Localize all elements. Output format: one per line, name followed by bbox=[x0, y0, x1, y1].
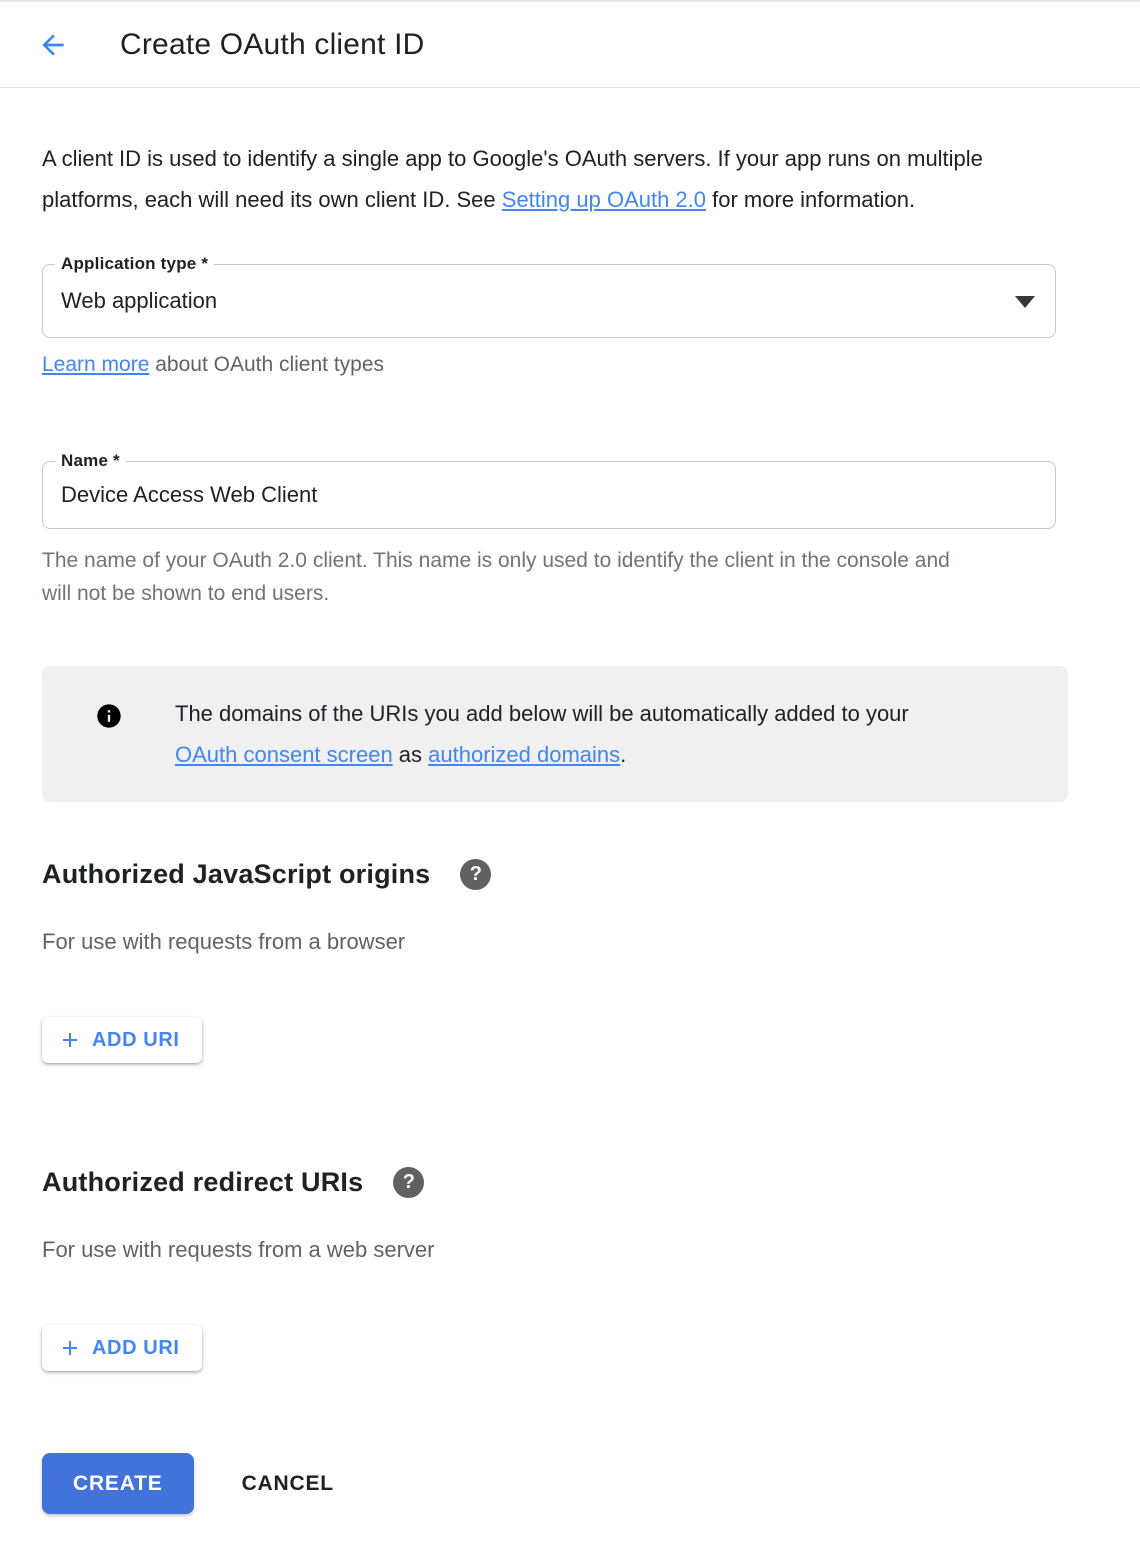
intro-paragraph bbox=[42, 138, 1057, 220]
intro-text-1: A client ID is used to identify a single app to Google's OAuth servers. If your app runs on multiple platforms, each will need its own client ID. See bbox=[42, 146, 983, 212]
redirects-add-uri-label: ADD URI bbox=[92, 1336, 180, 1359]
setting-up-oauth-link[interactable]: Setting up OAuth 2.0 bbox=[501, 187, 707, 212]
redirects-section bbox=[42, 1167, 1098, 1371]
plus-icon bbox=[58, 1336, 82, 1360]
name-value: Device Access Web Client bbox=[61, 482, 318, 507]
oauth-consent-screen-link[interactable]: OAuth consent screen bbox=[175, 742, 393, 767]
application-type-help-line bbox=[42, 353, 1098, 377]
redirects-help-icon[interactable]: ? bbox=[393, 1167, 424, 1198]
arrow-back-icon bbox=[37, 29, 69, 61]
redirects-heading-row bbox=[42, 1167, 1098, 1198]
application-type-label: Application type * bbox=[55, 253, 214, 275]
origins-add-uri-button[interactable] bbox=[42, 1017, 202, 1063]
banner-text-2: as bbox=[392, 742, 429, 767]
origins-description: For use with requests from a browser bbox=[42, 929, 406, 954]
origins-heading-row bbox=[42, 859, 1098, 890]
banner-text-1: The domains of the URIs you add below will be automatically added to your bbox=[175, 701, 909, 726]
redirects-add-uri-button[interactable] bbox=[42, 1325, 202, 1371]
name-input[interactable] bbox=[42, 451, 1056, 529]
origins-add-uri-label: ADD URI bbox=[92, 1028, 180, 1051]
back-button[interactable] bbox=[36, 28, 70, 62]
cancel-button[interactable]: CANCEL bbox=[241, 1471, 334, 1495]
info-icon bbox=[42, 693, 175, 775]
learn-more-link[interactable]: Learn more bbox=[42, 353, 150, 376]
name-helper-text: The name of your OAuth 2.0 client. This name is only used to identify the client in the console and will not be shown to end users. bbox=[42, 549, 950, 605]
origins-help-icon[interactable]: ? bbox=[460, 859, 491, 890]
intro-text-2: for more information. bbox=[706, 187, 916, 212]
application-type-value: Web application bbox=[61, 288, 218, 313]
info-banner-text bbox=[175, 693, 970, 775]
origins-heading: Authorized JavaScript origins bbox=[42, 859, 431, 889]
main-content bbox=[0, 138, 1140, 1514]
form-actions bbox=[42, 1453, 1098, 1514]
plus-icon bbox=[58, 1028, 82, 1052]
caret-down-icon bbox=[1015, 296, 1035, 308]
authorized-domains-link[interactable]: authorized domains bbox=[428, 742, 621, 767]
create-button[interactable]: CREATE bbox=[42, 1453, 194, 1514]
page-header bbox=[0, 2, 1140, 88]
redirects-description: For use with requests from a web server bbox=[42, 1237, 435, 1262]
info-banner bbox=[42, 666, 1068, 802]
name-label: Name * bbox=[55, 450, 126, 472]
redirects-heading: Authorized redirect URIs bbox=[42, 1167, 364, 1197]
origins-section bbox=[42, 859, 1098, 1063]
page-title: Create OAuth client ID bbox=[120, 27, 425, 61]
banner-text-3: . bbox=[620, 742, 627, 767]
learn-more-text: about OAuth client types bbox=[149, 353, 385, 376]
application-type-select[interactable] bbox=[42, 254, 1056, 338]
